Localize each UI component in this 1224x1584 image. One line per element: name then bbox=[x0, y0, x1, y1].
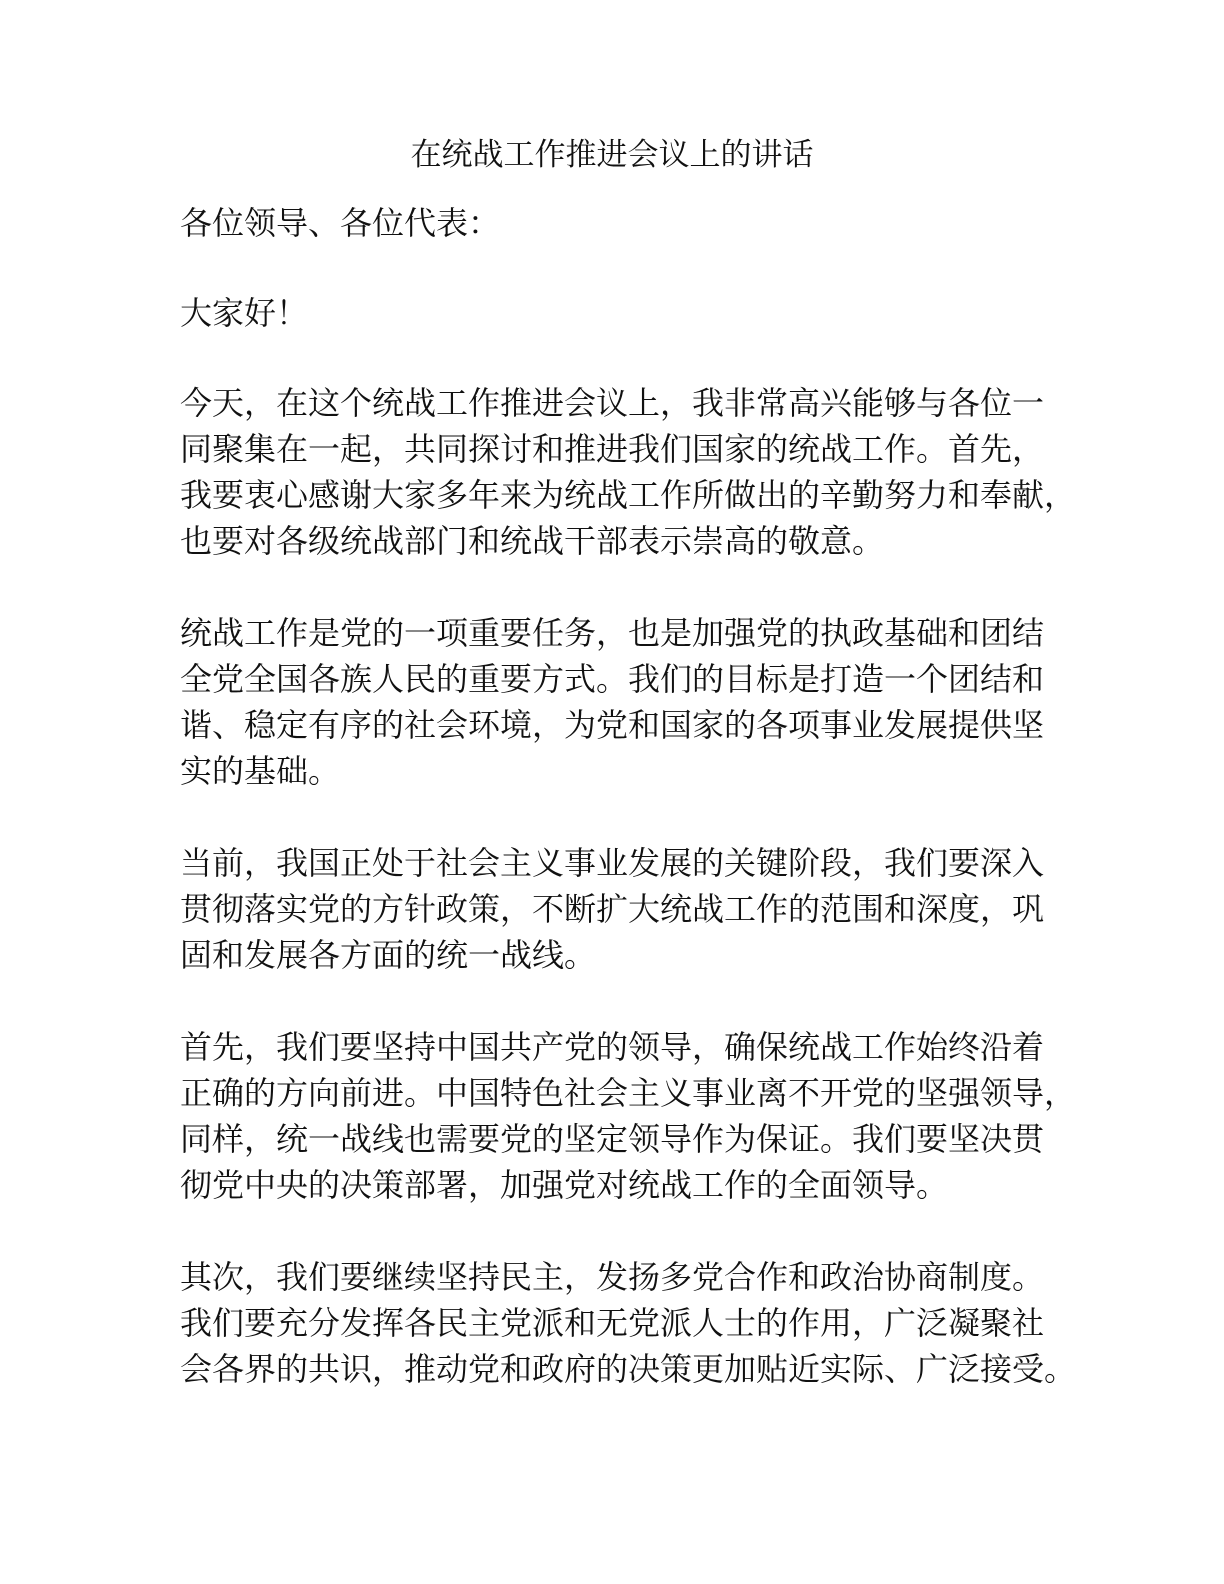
paragraph-line: 我们要充分发挥各民主党派和无党派人士的作用，广泛凝聚社 bbox=[180, 1304, 1045, 1342]
paragraph-line: 会各界的共识，推动党和政府的决策更加贴近实际、广泛接受。 bbox=[180, 1350, 1077, 1388]
paragraph-line: 今天，在这个统战工作推进会议上，我非常高兴能够与各位一 bbox=[180, 384, 1045, 422]
paragraph-line: 全党全国各族人民的重要方式。我们的目标是打造一个团结和 bbox=[180, 660, 1045, 698]
paragraph-line: 首先，我们要坚持中国共产党的领导，确保统战工作始终沿着 bbox=[180, 1028, 1045, 1066]
paragraph-line: 我要衷心感谢大家多年来为统战工作所做出的辛勤努力和奉献， bbox=[180, 476, 1077, 514]
paragraph-2 bbox=[180, 610, 1060, 794]
paragraph-3 bbox=[180, 840, 1060, 978]
paragraph-line: 同样，统一战线也需要党的坚定领导作为保证。我们要坚决贯 bbox=[180, 1120, 1045, 1158]
paragraph-line: 谐、稳定有序的社会环境，为党和国家的各项事业发展提供坚 bbox=[180, 706, 1045, 744]
paragraph-line: 也要对各级统战部门和统战干部表示崇高的敬意。 bbox=[180, 522, 885, 560]
paragraph-line: 贯彻落实党的方针政策，不断扩大统战工作的范围和深度，巩 bbox=[180, 890, 1045, 928]
paragraph-line: 固和发展各方面的统一战线。 bbox=[180, 936, 597, 974]
paragraph-line: 统战工作是党的一项重要任务，也是加强党的执政基础和团结 bbox=[180, 614, 1045, 652]
salutation: 各位领导、各位代表： bbox=[180, 204, 501, 242]
paragraph-line: 实的基础。 bbox=[180, 752, 341, 790]
paragraph-line: 其次，我们要继续坚持民主，发扬多党合作和政治协商制度。 bbox=[180, 1258, 1045, 1296]
paragraph-1 bbox=[180, 380, 1077, 564]
paragraph-line: 当前，我国正处于社会主义事业发展的关键阶段，我们要深入 bbox=[180, 844, 1045, 882]
paragraph-line: 彻党中央的决策部署，加强党对统战工作的全面领导。 bbox=[180, 1166, 949, 1204]
paragraph-line: 同聚集在一起，共同探讨和推进我们国家的统战工作。首先， bbox=[180, 430, 1045, 468]
paragraph-5 bbox=[180, 1254, 1077, 1392]
paragraph-4 bbox=[180, 1024, 1077, 1208]
document-title: 在统战工作推进会议上的讲话 bbox=[410, 137, 814, 173]
greeting: 大家好！ bbox=[180, 294, 309, 332]
paragraph-line: 正确的方向前进。中国特色社会主义事业离不开党的坚强领导， bbox=[180, 1074, 1077, 1112]
